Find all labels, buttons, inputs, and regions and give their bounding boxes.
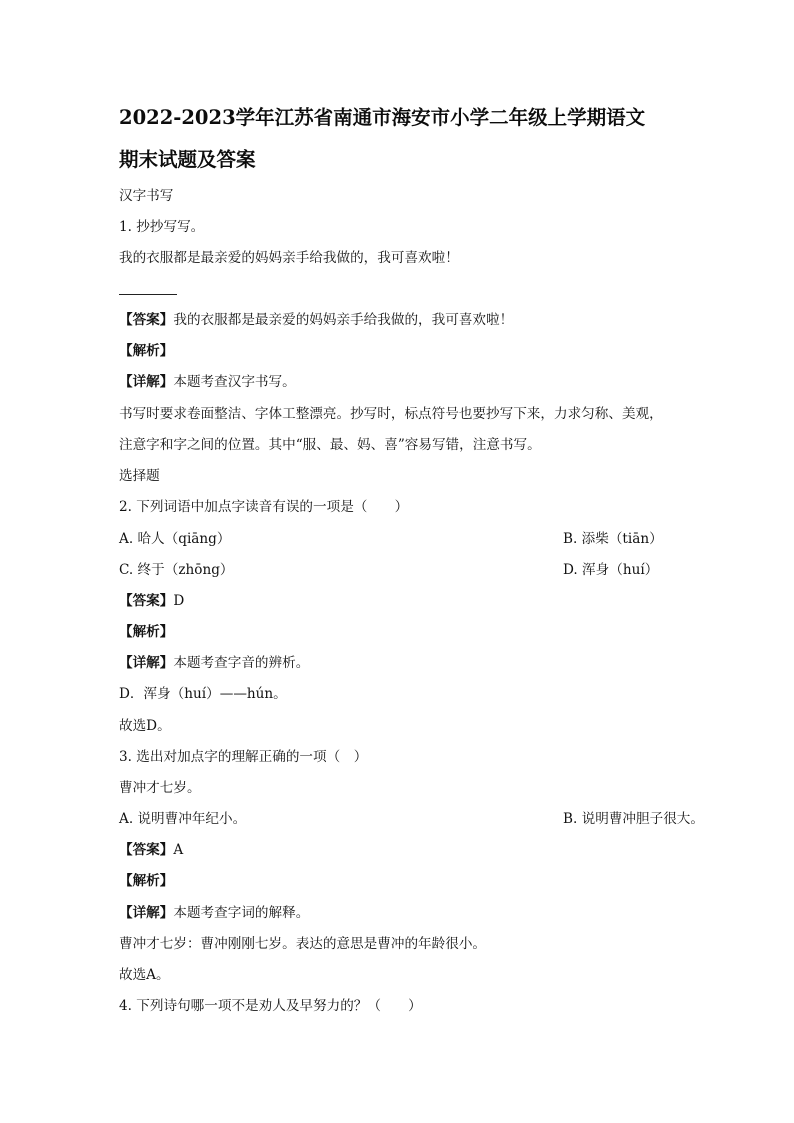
answer-tag: 【答案】 [119,593,174,609]
document-title-line1: 2022-2023学年江苏省南通市海安市小学二年级上学期语文 [119,106,646,129]
question-1-detail [119,372,684,392]
option-b: B. 说明曹冲胆子很大。 [563,811,704,827]
question-2-detail-line2: D．浑身（huí）——hún。 [119,686,287,702]
answer-text: 我的衣服都是最亲爱的妈妈亲手给我做的，我可喜欢啦！ [173,312,514,328]
question-2-analysis-tag: 【解析】 [119,624,174,640]
answer-tag: 【答案】 [119,842,174,858]
question-3-detail [119,903,684,923]
question-2-stem: 2. 下列词语中加点字读音有误的一项是（ ） [119,499,409,515]
answer-text: D [173,593,185,609]
option-b: B. 添柴（tiān） [563,531,663,547]
question-3-analysis-tag: 【解析】 [119,873,174,889]
question-3-answer [119,840,684,860]
question-2-detail [119,653,684,673]
option-d: D. 浑身（huí） [563,562,659,578]
question-1-detail-line2: 书写时要求卷面整洁、字体工整漂亮。抄写时，标点符号也要抄写下来，力求匀称、美观， [119,406,663,422]
question-3-stem: 3. 选出对加点字的理解正确的一项（ ） [119,749,368,765]
answer-tag: 【答案】 [119,312,174,328]
detail-text: 本题考查字音的辨析。 [173,655,310,671]
question-2-options-row1 [119,529,684,549]
question-1-answer [119,310,684,330]
question-2-answer [119,591,684,611]
question-2-conclusion: 故选D。 [119,718,171,734]
answer-blank-line [119,294,177,295]
question-3-text: 曹冲才七岁。 [119,780,201,796]
question-1-text: 我的衣服都是最亲爱的妈妈亲手给我做的，我可喜欢啦！ [119,250,459,266]
option-a: A. 哈人（qiāng） [119,531,231,547]
question-3-conclusion: 故选A。 [119,967,170,983]
document-title-line2: 期末试题及答案 [119,148,256,171]
section-heading-choice: 选择题 [119,468,160,484]
question-3-options-row1 [119,809,704,829]
answer-text: A [173,842,184,858]
option-c: C. 终于（zhōng） [119,562,234,578]
detail-tag: 【详解】 [119,655,174,671]
detail-tag: 【详解】 [119,905,174,921]
question-4-stem: 4. 下列诗句哪一项不是劝人及早努力的？（ ） [119,998,422,1014]
detail-text: 本题考查字词的解释。 [173,905,310,921]
detail-tag: 【详解】 [119,374,174,390]
question-1-analysis-tag: 【解析】 [119,343,174,359]
question-3-detail-line2: 曹冲才七岁：曹冲刚刚七岁。表达的意思是曹冲的年龄很小。 [119,936,487,952]
detail-text: 本题考查汉字书写。 [173,374,296,390]
question-1-detail-line3: 注意字和字之间的位置。其中“服、最、妈、喜”容易写错，注意书写。 [119,437,541,453]
option-a: A. 说明曹冲年纪小。 [119,811,247,827]
question-2-options-row2 [119,560,684,580]
section-heading-hanzi: 汉字书写 [119,188,174,204]
question-1-stem: 1. 抄抄写写。 [119,219,205,235]
